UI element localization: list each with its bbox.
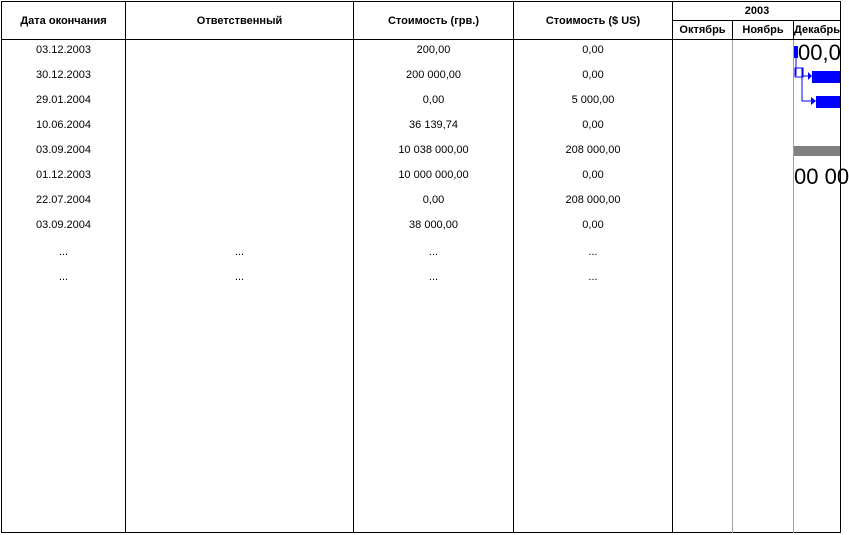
cell-cost-uah[interactable]: 0,00	[422, 94, 445, 106]
cell-responsible[interactable]	[126, 216, 353, 234]
gantt-month-december: Декабрь	[794, 24, 840, 36]
cell-responsible[interactable]	[126, 166, 353, 184]
col-header-cost-usd[interactable]: Стоимость ($ US)	[545, 14, 641, 27]
col-header-end-date[interactable]: Дата окончания	[20, 14, 107, 27]
cell-end-date[interactable]: 03.12.2003	[35, 44, 92, 56]
cell-cost-usd[interactable]: ...	[588, 246, 598, 258]
cell-end-date[interactable]: 22.07.2004	[35, 194, 92, 206]
cell-cost-uah[interactable]: 10 000 000,00	[398, 169, 469, 181]
cell-end-date[interactable]: ...	[58, 271, 69, 283]
gantt-month-october: Октябрь	[679, 24, 726, 36]
cell-responsible[interactable]	[126, 41, 353, 59]
cell-cost-uah[interactable]: ...	[428, 246, 439, 258]
gantt-bar-label: 00 00	[794, 164, 849, 189]
cell-cost-usd[interactable]: 0,00	[582, 119, 604, 131]
cell-responsible[interactable]	[126, 66, 353, 84]
cell-end-date[interactable]: 01.12.2003	[35, 169, 92, 181]
cell-cost-uah[interactable]: 200,00	[416, 44, 451, 56]
cell-cost-uah[interactable]: 200 000,00	[405, 69, 462, 81]
cell-responsible[interactable]	[126, 141, 353, 159]
cell-cost-usd[interactable]: 5 000,00	[571, 94, 615, 106]
cell-cost-usd[interactable]: 0,00	[582, 219, 604, 231]
cell-cost-usd[interactable]: 0,00	[582, 44, 604, 56]
cell-end-date[interactable]: ...	[58, 246, 69, 258]
cell-cost-uah[interactable]: 10 038 000,00	[398, 144, 469, 156]
cell-cost-usd[interactable]: 208 000,00	[565, 194, 621, 206]
gantt-area	[794, 40, 849, 532]
gantt-month-gridline	[732, 40, 733, 533]
gantt-summary-bar[interactable]	[794, 146, 840, 156]
cell-responsible[interactable]	[126, 91, 353, 109]
gantt-year-header: 2003	[744, 5, 770, 17]
gantt-bar-label: 00,0	[798, 40, 841, 65]
gantt-dependency-arrows	[794, 40, 840, 532]
cell-end-date[interactable]: 10.06.2004	[35, 119, 92, 131]
cell-cost-usd[interactable]: 208 000,00	[565, 144, 621, 156]
gantt-task-bar[interactable]	[816, 96, 840, 108]
cell-end-date[interactable]: 03.09.2004	[35, 219, 92, 231]
cell-end-date[interactable]: 30.12.2003	[35, 69, 92, 81]
cell-responsible[interactable]: ...	[234, 246, 245, 258]
cell-cost-uah[interactable]: 0,00	[422, 194, 445, 206]
col-header-responsible[interactable]: Ответственный	[196, 14, 283, 27]
header-divider	[1, 39, 841, 40]
cell-end-date[interactable]: 29.01.2004	[35, 94, 92, 106]
cell-end-date[interactable]: 03.09.2004	[35, 144, 92, 156]
gantt-month-november: Ноябрь	[742, 24, 784, 36]
cell-cost-uah[interactable]: 36 139,74	[409, 119, 458, 131]
cell-cost-usd[interactable]: 0,00	[582, 69, 604, 81]
gantt-task-bar[interactable]	[812, 71, 840, 83]
cell-cost-usd[interactable]: 0,00	[582, 169, 604, 181]
cell-responsible[interactable]: ...	[234, 271, 245, 283]
cell-responsible[interactable]	[126, 191, 353, 209]
column-divider[interactable]	[672, 2, 673, 533]
cell-cost-uah[interactable]: 38 000,00	[409, 219, 458, 231]
cell-cost-usd[interactable]: ...	[588, 271, 598, 283]
cell-responsible[interactable]	[126, 116, 353, 134]
cell-cost-uah[interactable]: ...	[428, 271, 439, 283]
col-header-cost-uah[interactable]: Стоимость (грв.)	[387, 14, 479, 27]
